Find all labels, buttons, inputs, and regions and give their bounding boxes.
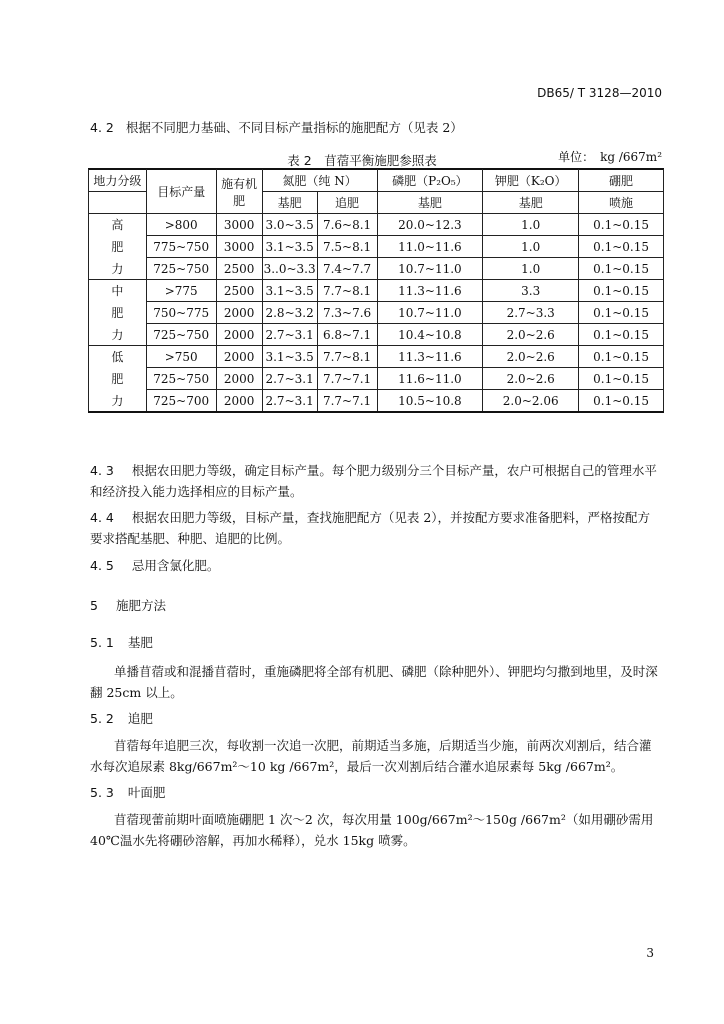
table-cell: 750~775 xyxy=(146,302,216,324)
header-level: 地力分级 xyxy=(89,169,147,192)
header-n-top: 追肥 xyxy=(317,192,377,214)
table-cell: 0.1~0.15 xyxy=(579,236,664,258)
table-cell: 20.0~12.3 xyxy=(377,214,483,236)
header-phosphorus: 磷肥（P₂O₅） xyxy=(377,169,483,192)
section-number: 5. 1 xyxy=(90,635,114,650)
table-row xyxy=(89,390,664,413)
table-cell: 7.7~8.1 xyxy=(317,280,377,302)
table-cell: 7.5~8.1 xyxy=(317,236,377,258)
table-cell: 7.4~7.7 xyxy=(317,258,377,280)
section-4-5 xyxy=(90,555,662,576)
header-potassium: 钾肥（K₂O） xyxy=(483,169,579,192)
table-cell: 1.0 xyxy=(483,258,579,280)
table-cell: 11.3~11.6 xyxy=(377,346,483,368)
table-cell: 1.0 xyxy=(483,214,579,236)
header-k-base: 基肥 xyxy=(483,192,579,214)
section-title: 叶面肥 xyxy=(127,785,166,800)
header-b-spray: 喷施 xyxy=(579,192,664,214)
table-cell: 2.7~3.1 xyxy=(262,368,317,390)
table-row xyxy=(89,302,664,324)
table-cell: 2.0~2.6 xyxy=(483,324,579,346)
table-cell: 6.8~7.1 xyxy=(317,324,377,346)
header-nitrogen: 氮肥（纯 N） xyxy=(262,169,377,192)
table-cell: 2500 xyxy=(216,258,262,280)
section-number: 4. 4 xyxy=(90,510,114,525)
table-row xyxy=(89,214,664,236)
level-char: 肥 xyxy=(89,236,147,258)
table-cell: 725~750 xyxy=(146,368,216,390)
table-cell: 2.7~3.3 xyxy=(483,302,579,324)
table-cell: 2000 xyxy=(216,368,262,390)
table-cell: 2.0~2.6 xyxy=(483,368,579,390)
table-cell: 3..0~3.3 xyxy=(262,258,317,280)
header-target-yield: 目标产量 xyxy=(146,169,216,214)
table-row xyxy=(89,346,664,368)
page-number: 3 xyxy=(646,946,654,960)
table-row xyxy=(89,324,664,346)
section-5-1-heading xyxy=(90,632,662,653)
table-cell: 0.1~0.15 xyxy=(579,368,664,390)
table-cell: >750 xyxy=(146,346,216,368)
table-cell: 2.0~2.06 xyxy=(483,390,579,413)
table-cell: 3.1~3.5 xyxy=(262,346,317,368)
table-cell: 0.1~0.15 xyxy=(579,214,664,236)
table-cell: 7.7~7.1 xyxy=(317,368,377,390)
header-level-sub xyxy=(89,192,147,214)
section-title: 追肥 xyxy=(127,711,153,726)
section-title: 基肥 xyxy=(127,635,153,650)
table-cell: 2000 xyxy=(216,390,262,413)
header-organic: 施有机肥 xyxy=(216,169,262,214)
section-5 xyxy=(90,595,662,616)
section-number: 4. 5 xyxy=(90,558,114,573)
table-cell: 3.1~3.5 xyxy=(262,280,317,302)
table-cell: 0.1~0.15 xyxy=(579,346,664,368)
table-cell: 725~750 xyxy=(146,324,216,346)
table-cell: 0.1~0.15 xyxy=(579,302,664,324)
section-5-2-text: 苜蓿每年追肥三次，每收割一次追一次肥，前期适当多施，后期适当少施，前两次刈割后，结合灌水每次追尿素 8kg/667m²～10 kg /667m²，最后一次刈割后结合灌水追尿素每 5kg /667m²。 xyxy=(90,738,652,775)
table-row xyxy=(89,236,664,258)
level-char: 力 xyxy=(89,324,147,346)
section-number: 5. 2 xyxy=(90,711,114,726)
section-number: 5. 3 xyxy=(90,785,114,800)
table-row xyxy=(89,280,664,302)
section-text: 忌用含氯化肥。 xyxy=(131,558,220,573)
fertilizer-table xyxy=(88,168,664,413)
table-cell: 2500 xyxy=(216,280,262,302)
table-cell: 10.7~11.0 xyxy=(377,302,483,324)
level-char: 肥 xyxy=(89,302,147,324)
table-row xyxy=(89,368,664,390)
table-cell: 725~700 xyxy=(146,390,216,413)
section-number: 5 xyxy=(90,598,98,613)
table-cell: 10.7~11.0 xyxy=(377,258,483,280)
section-5-2-heading xyxy=(90,708,662,729)
table-cell: 1.0 xyxy=(483,236,579,258)
table-cell: 3.3 xyxy=(483,280,579,302)
level-char: 中 xyxy=(89,280,147,302)
table-cell: 3000 xyxy=(216,214,262,236)
section-title: 施肥方法 xyxy=(115,598,166,613)
table-cell: 3.0~3.5 xyxy=(262,214,317,236)
table-cell: 2.7~3.1 xyxy=(262,390,317,413)
table-cell: 10.5~10.8 xyxy=(377,390,483,413)
table-cell: 0.1~0.15 xyxy=(579,280,664,302)
level-char: 力 xyxy=(89,258,147,280)
table-cell: 725~750 xyxy=(146,258,216,280)
table-cell: 0.1~0.15 xyxy=(579,390,664,413)
table-cell: 2000 xyxy=(216,324,262,346)
table-cell: 2.0~2.6 xyxy=(483,346,579,368)
section-number: 4. 3 xyxy=(90,463,114,478)
table-cell: 11.3~11.6 xyxy=(377,280,483,302)
header-p-base: 基肥 xyxy=(377,192,483,214)
table-row xyxy=(89,258,664,280)
table-cell: 7.6~8.1 xyxy=(317,214,377,236)
section-text: 根据农田肥力等级，目标产量，查找施肥配方（见表 2），并按配方要求准备肥料，严格按配方要求搭配基肥、种肥、追肥的比例。 xyxy=(90,510,651,547)
table-cell: 11.0~11.6 xyxy=(377,236,483,258)
table-unit: 单位： kg /667m² xyxy=(558,150,662,164)
table-cell: 775~750 xyxy=(146,236,216,258)
table-cell: 10.4~10.8 xyxy=(377,324,483,346)
section-5-1-text: 单播苜蓿或和混播苜蓿时，重施磷肥将全部有机肥、磷肥（除种肥外）、钾肥均匀撒到地里，及时深翻 25cm 以上。 xyxy=(90,664,658,701)
level-char: 高 xyxy=(89,214,147,236)
table-cell: 7.7~8.1 xyxy=(317,346,377,368)
doc-id: DB65/ T 3128—2010 xyxy=(537,86,662,100)
header-boron: 硼肥 xyxy=(579,169,664,192)
level-char: 低 xyxy=(89,346,147,368)
section-text: 根据农田肥力等级，确定目标产量。每个肥力级别分三个目标产量，农户可根据自己的管理水平和经济投入能力选择相应的目标产量。 xyxy=(90,463,657,500)
section-4-3 xyxy=(90,460,662,503)
section-5-3-text: 苜蓿现蕾前期叶面喷施硼肥 1 次～2 次，每次用量 100g/667m²～150g /667m²（如用硼砂需用 40℃温水先将硼砂溶解，再加水稀释），兑水 15kg 喷雾。 xyxy=(90,812,654,849)
table-cell: 2.8~3.2 xyxy=(262,302,317,324)
table-cell: 11.6~11.0 xyxy=(377,368,483,390)
table-cell: >800 xyxy=(146,214,216,236)
table-cell: 0.1~0.15 xyxy=(579,258,664,280)
table-cell: 3.1~3.5 xyxy=(262,236,317,258)
header-n-base: 基肥 xyxy=(262,192,317,214)
table-cell: 7.3~7.6 xyxy=(317,302,377,324)
level-char: 肥 xyxy=(89,368,147,390)
section-number: 4. 2 xyxy=(90,120,114,135)
table-cell: 2000 xyxy=(216,302,262,324)
table-cell: 2.7~3.1 xyxy=(262,324,317,346)
table-cell: 2000 xyxy=(216,346,262,368)
table-cell: 3000 xyxy=(216,236,262,258)
table-cell: 0.1~0.15 xyxy=(579,324,664,346)
table-cell: 7.7~7.1 xyxy=(317,390,377,413)
table-cell: >775 xyxy=(146,280,216,302)
section-4-4 xyxy=(90,507,662,550)
section-text: 根据不同肥力基础、不同目标产量指标的施肥配方（见表 2） xyxy=(125,120,463,135)
level-char: 力 xyxy=(89,390,147,413)
section-5-3-heading xyxy=(90,782,662,803)
table-title: 表 2 苜蓿平衡施肥参照表 xyxy=(287,153,437,168)
section-4-2 xyxy=(90,117,662,138)
